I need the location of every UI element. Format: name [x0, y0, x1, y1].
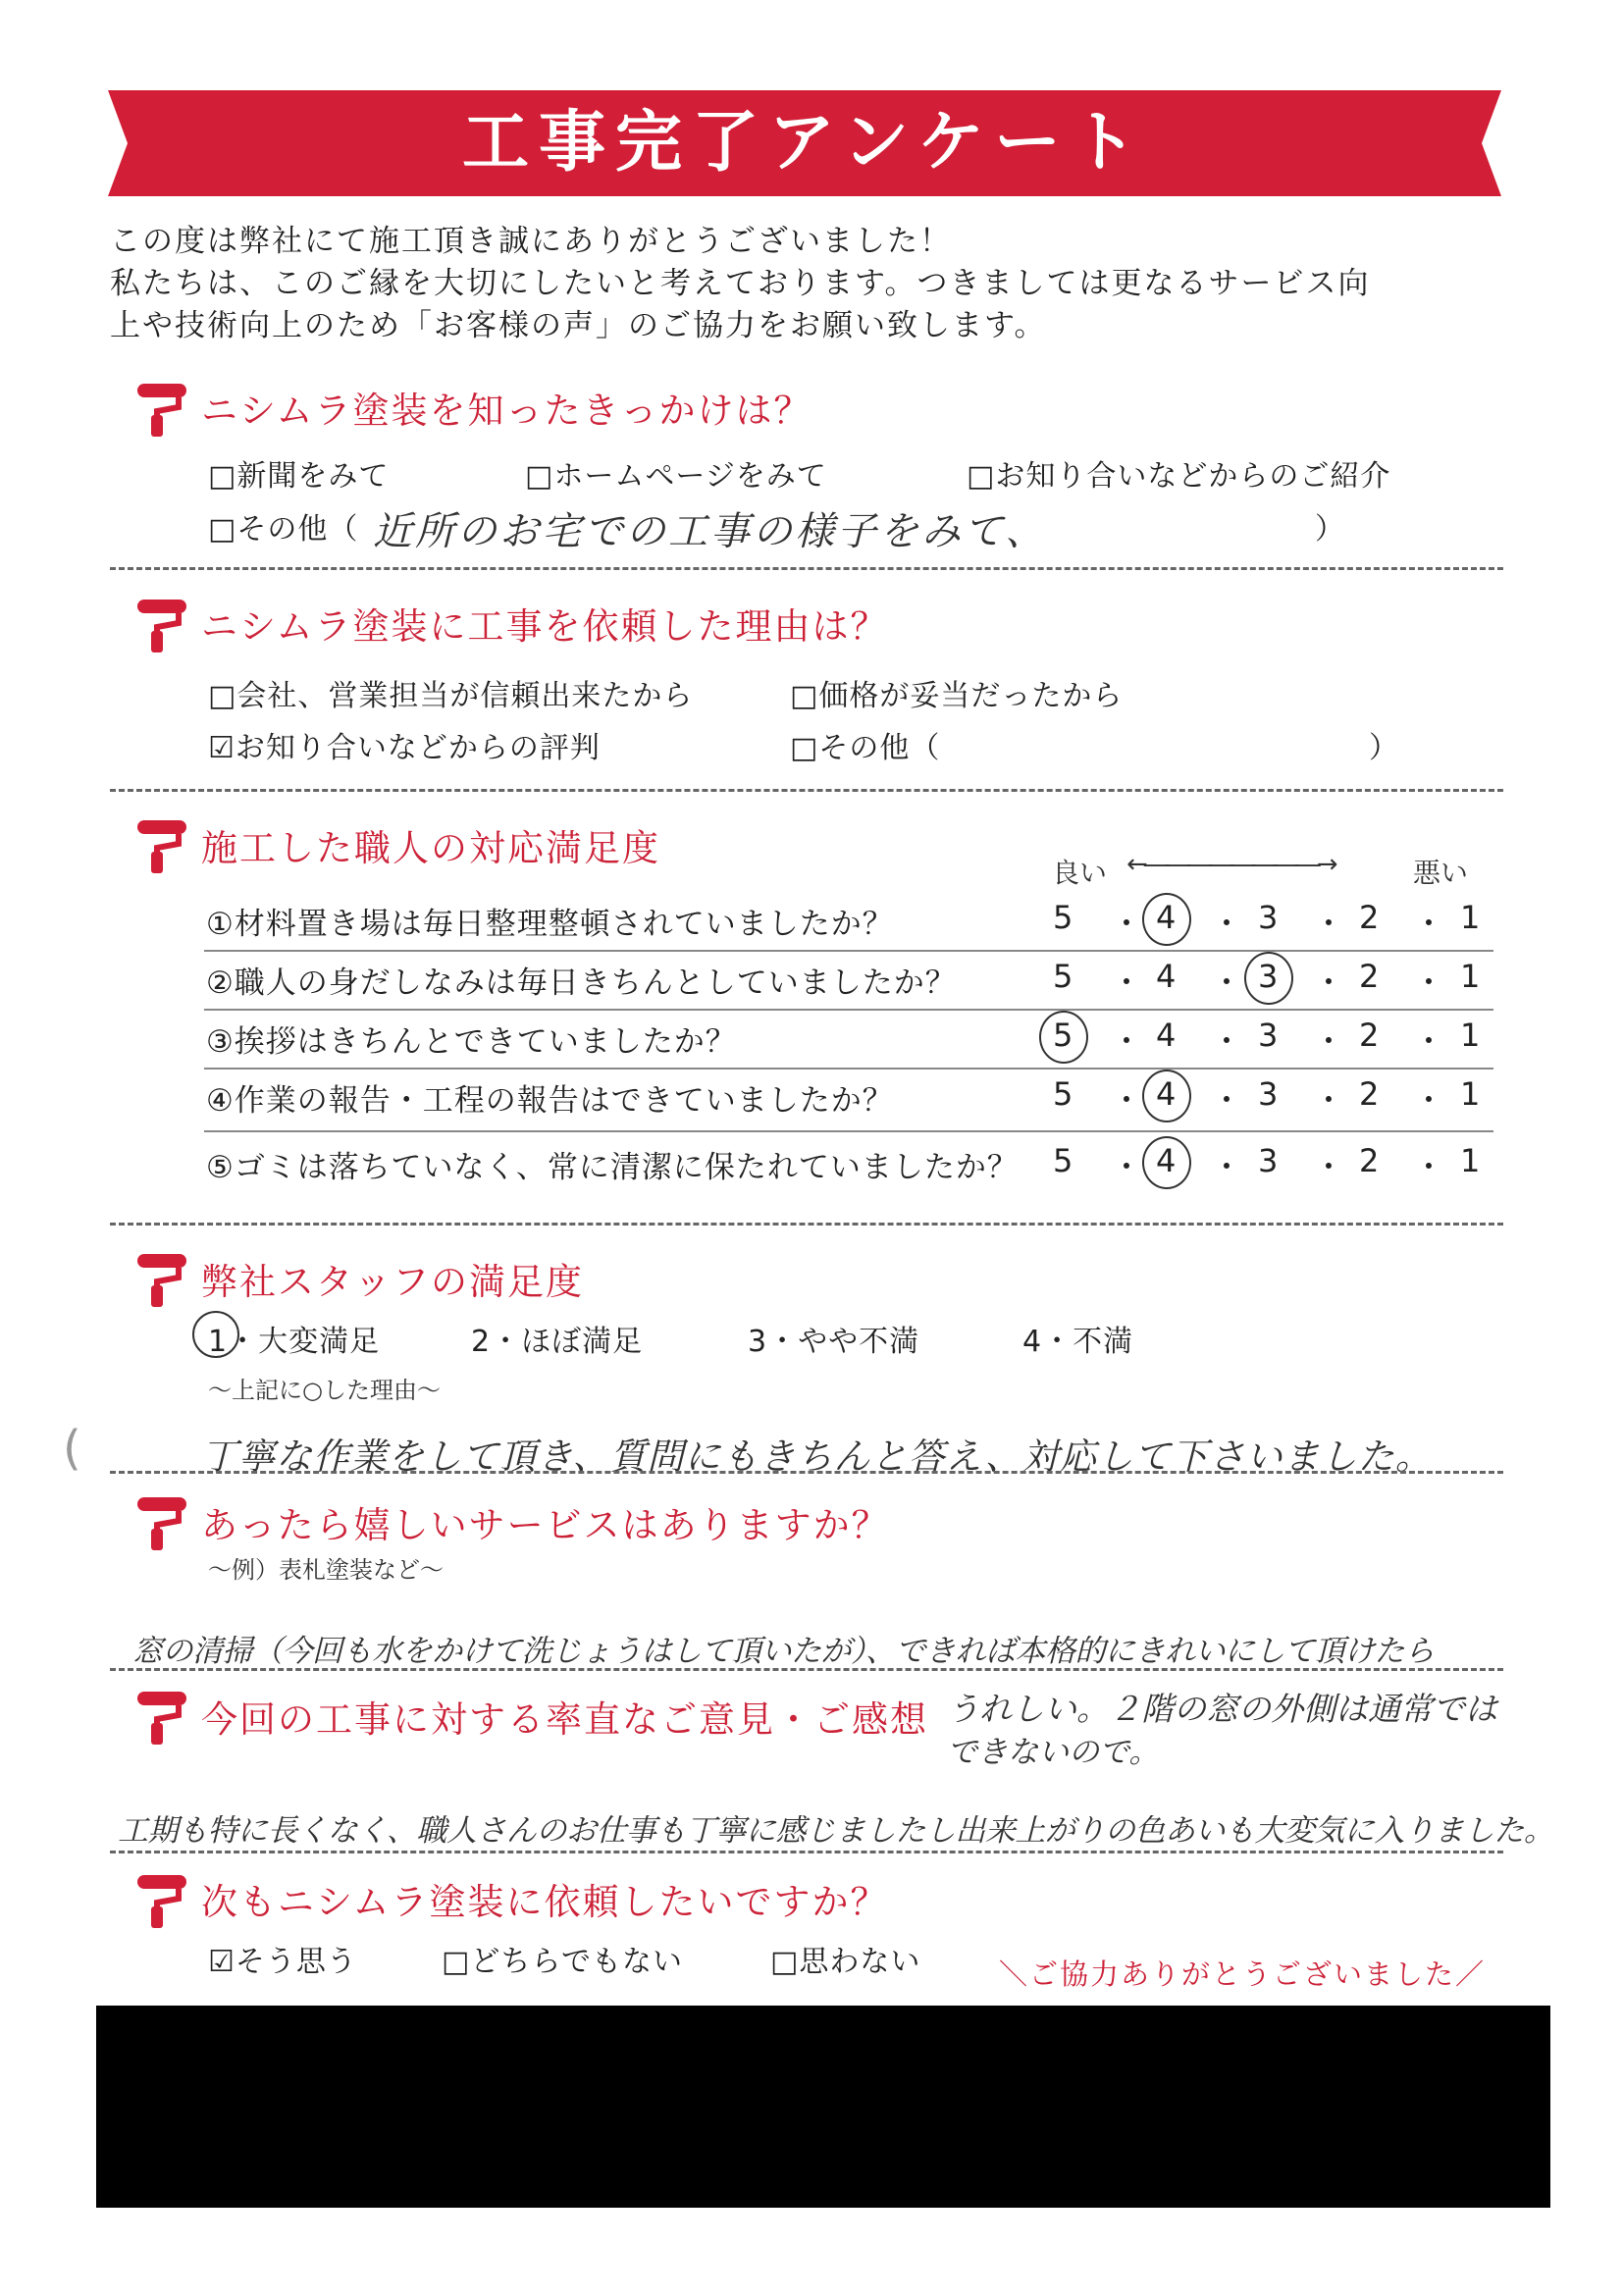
- q2-title: ニシムラ塗装に工事を依頼した理由は？: [201, 605, 889, 648]
- q1-other-answer: 近所のお宅での工事の様子をみて、: [373, 509, 1048, 554]
- q4-selected-circle: [192, 1311, 239, 1358]
- paint-roller-icon: [135, 1686, 190, 1747]
- score-option[interactable]: 3: [1258, 1142, 1279, 1179]
- score-selected-circle: [1039, 1011, 1088, 1064]
- score-option[interactable]: 2: [1359, 1017, 1380, 1054]
- score-option[interactable]: 3: [1258, 1075, 1279, 1113]
- paint-roller-icon: [135, 1491, 190, 1552]
- score-option[interactable]: 5: [1053, 1142, 1073, 1179]
- score-option[interactable]: 5: [1053, 958, 1073, 995]
- score-option[interactable]: 4: [1156, 899, 1177, 936]
- paint-roller-icon: [135, 594, 190, 654]
- q5-example: 〜例）表札塗装など〜: [208, 1556, 444, 1584]
- q1-option-referral[interactable]: □お知り合いなどからのご紹介: [967, 459, 1391, 494]
- score-option[interactable]: 4: [1156, 1075, 1177, 1113]
- score-option[interactable]: 3: [1258, 958, 1279, 995]
- score-separator: ・: [1111, 1148, 1143, 1185]
- q6-answer: 工期も特に長くなく、職人さんのお仕事も丁寧に感じましたし出来上がりの色あいも大変気に入りました。: [118, 1813, 1554, 1849]
- q7-title: 次もニシムラ塗装に依頼したいですか？: [201, 1881, 889, 1923]
- q1-option-newspaper[interactable]: □新聞をみて: [208, 459, 390, 494]
- score-option[interactable]: 3: [1258, 1017, 1279, 1054]
- score-option[interactable]: 4: [1156, 1142, 1177, 1179]
- satisfaction-question: ⑤ゴミは落ちていなく、常に清潔に保たれていましたか？: [206, 1150, 1019, 1185]
- divider: [110, 567, 1503, 570]
- score-option[interactable]: 2: [1359, 1075, 1380, 1113]
- score-option[interactable]: 5: [1053, 1017, 1073, 1054]
- q2-option-other[interactable]: □その他（: [790, 731, 941, 765]
- divider: [110, 1223, 1503, 1226]
- score-separator: ・: [1211, 905, 1243, 942]
- score-option[interactable]: 5: [1053, 899, 1073, 936]
- satisfaction-question: ①材料置き場は毎日整理整頓されていましたか？: [206, 907, 894, 942]
- q4-option-dissatisfied[interactable]: 4・不満: [1022, 1325, 1134, 1359]
- intro-line-2: 私たちは、このご縁を大切にしたいと考えております。つきましては更なるサービス向: [110, 266, 1371, 301]
- score-option[interactable]: 1: [1460, 1075, 1481, 1113]
- thanks-message: ＼ご協力ありがとうございました／: [999, 1957, 1487, 1991]
- score-separator: ・: [1211, 1148, 1243, 1185]
- score-option[interactable]: 4: [1156, 1017, 1177, 1054]
- q4-option-very-satisfied[interactable]: 1・大変満足: [208, 1325, 381, 1359]
- paint-roller-icon: [135, 378, 190, 439]
- score-option[interactable]: 2: [1359, 958, 1380, 995]
- score-separator: ・: [1111, 1022, 1143, 1060]
- intro-line-1: この度は弊社にて施工頂き誠にありがとうございました！: [110, 224, 952, 259]
- score-option[interactable]: 2: [1359, 899, 1380, 936]
- q5-answer-line-3: できないので。: [947, 1735, 1160, 1770]
- row-divider: [204, 1068, 1493, 1070]
- score-separator: ・: [1211, 1022, 1243, 1060]
- score-separator: ・: [1111, 964, 1143, 1001]
- satisfaction-question: ②職人の身だしなみは毎日きちんとしていましたか？: [206, 965, 957, 1001]
- score-selected-circle: [1142, 1070, 1191, 1122]
- q4-option-somewhat-dissatisfied[interactable]: 3・やや不満: [748, 1325, 920, 1359]
- scale-good-label: 良い: [1052, 857, 1108, 889]
- q7-option-no[interactable]: □思わない: [770, 1945, 921, 1979]
- score-separator: ・: [1413, 905, 1445, 942]
- score-separator: ・: [1413, 1022, 1445, 1060]
- score-option[interactable]: 4: [1156, 958, 1177, 995]
- score-selected-circle: [1142, 1136, 1191, 1189]
- score-option[interactable]: 1: [1460, 1142, 1481, 1179]
- q4-option-mostly-satisfied[interactable]: 2・ほぼ満足: [471, 1325, 644, 1359]
- intro-line-3: 上や技術向上のため「お客様の声」のご協力をお願い致します。: [110, 308, 1047, 343]
- q2-other-close: ）: [1369, 731, 1399, 765]
- scale-bad-label: 悪い: [1413, 857, 1469, 889]
- score-option[interactable]: 5: [1053, 1075, 1073, 1113]
- q5-answer-line-1: 窓の清掃（今回も水をかけて洗じょうはして頂いたが）、できれば本格的にきれいにして頂けたら: [132, 1634, 1435, 1669]
- satisfaction-question: ④作業の報告・工程の報告はできていましたか？: [206, 1083, 894, 1119]
- q7-option-yes[interactable]: ☑そう思う: [208, 1945, 357, 1979]
- score-option[interactable]: 1: [1460, 958, 1481, 995]
- q1-title: ニシムラ塗装を知ったきっかけは？: [201, 390, 812, 432]
- score-separator: ・: [1313, 1148, 1345, 1185]
- q1-option-other[interactable]: □その他（: [208, 512, 359, 547]
- q5-title: あったら嬉しいサービスはありますか？: [201, 1504, 890, 1546]
- q4-reason-answer: 丁寧な作業をして頂き、質問にもきちんと答え、対応して下さいました。: [201, 1435, 1433, 1478]
- score-option[interactable]: 1: [1460, 1017, 1481, 1054]
- score-separator: ・: [1313, 1022, 1345, 1060]
- q7-option-neutral[interactable]: □どちらでもない: [442, 1945, 684, 1979]
- score-separator: ・: [1313, 905, 1345, 942]
- q6-title: 今回の工事に対する率直なご意見・ご感想: [201, 1698, 928, 1741]
- q2-option-trust[interactable]: □会社、営業担当が信頼出来たから: [208, 679, 694, 713]
- row-divider: [204, 1009, 1493, 1011]
- row-divider: [204, 1130, 1493, 1132]
- score-separator: ・: [1413, 964, 1445, 1001]
- score-selected-circle: [1142, 893, 1191, 946]
- title-banner: [108, 90, 1501, 196]
- score-separator: ・: [1211, 1081, 1243, 1119]
- divider: [110, 1851, 1503, 1853]
- score-option[interactable]: 2: [1359, 1142, 1380, 1179]
- redacted-area: [96, 2006, 1550, 2208]
- score-separator: ・: [1111, 905, 1143, 942]
- score-separator: ・: [1313, 964, 1345, 1001]
- divider: [110, 1668, 1503, 1671]
- paint-roller-icon: [135, 1869, 190, 1930]
- score-separator: ・: [1211, 964, 1243, 1001]
- paint-roller-icon: [135, 1248, 190, 1309]
- row-divider: [204, 950, 1493, 952]
- q1-option-homepage[interactable]: □ホームページをみて: [525, 459, 827, 494]
- divider: [110, 789, 1503, 792]
- page-title: 工事完了アンケート: [462, 104, 1147, 182]
- q4-title: 弊社スタッフの満足度: [201, 1261, 584, 1303]
- q2-option-price[interactable]: □価格が妥当だったから: [790, 679, 1124, 713]
- q4-reason-label: 〜上記に○した理由〜: [208, 1377, 441, 1404]
- score-separator: ・: [1413, 1081, 1445, 1119]
- score-option[interactable]: 1: [1460, 899, 1481, 936]
- q2-option-reputation[interactable]: ☑お知り合いなどからの評判: [208, 731, 601, 765]
- scale-arrow: ←――――――――→: [1126, 850, 1335, 879]
- q1-other-close: ）: [1315, 512, 1345, 547]
- q3-title: 施工した職人の対応満足度: [201, 827, 660, 869]
- q5-answer-line-2: うれしい。２階の窓の外側は通常では: [947, 1690, 1497, 1728]
- divider: [110, 1471, 1503, 1474]
- score-option[interactable]: 3: [1258, 899, 1279, 936]
- score-separator: ・: [1111, 1081, 1143, 1119]
- score-separator: ・: [1313, 1081, 1345, 1119]
- punch-hole-mark: (: [63, 1421, 81, 1476]
- paint-roller-icon: [135, 814, 190, 875]
- score-selected-circle: [1244, 952, 1293, 1005]
- satisfaction-question: ③挨拶はきちんとできていましたか？: [206, 1024, 737, 1060]
- score-separator: ・: [1413, 1148, 1445, 1185]
